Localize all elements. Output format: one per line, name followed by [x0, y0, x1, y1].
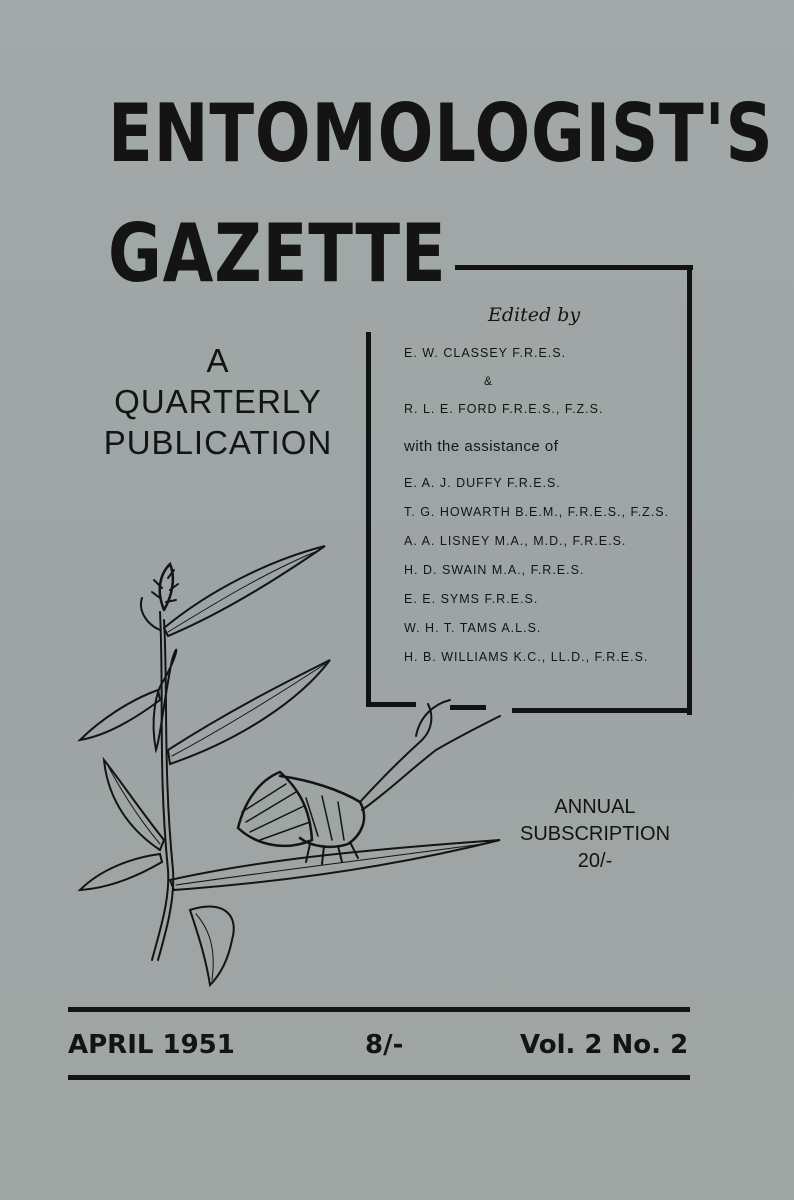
plant-leaf [80, 854, 162, 890]
assistant-name: T. G. HOWARTH B.E.M., F.R.E.S., F.Z.S. [404, 505, 670, 519]
plant-leaf [104, 760, 164, 850]
plant-stem [152, 612, 173, 960]
assistant-name: E. A. J. DUFFY F.R.E.S. [404, 476, 561, 490]
volume-number: Vol. 2 No. 2 [520, 1030, 689, 1060]
subtitle-line: A [206, 342, 230, 379]
assistant-name: H. D. SWAIN M.A., F.R.E.S. [404, 563, 585, 577]
footer-bottom-rule [68, 1075, 690, 1080]
plant-leaf [141, 546, 325, 636]
subscription-price: 20/- [577, 850, 613, 872]
editor-ampersand: & [484, 374, 493, 388]
title-line-1: ENTOMOLOGIST'S [108, 87, 774, 180]
subtitle-block [88, 340, 348, 463]
subscription-line: ANNUAL [554, 796, 636, 818]
plant-insect-illustration [60, 540, 520, 1000]
plant-leaf [190, 907, 234, 985]
box-right-rule [687, 265, 692, 715]
assistant-name: W. H. T. TAMS A.L.S. [404, 621, 542, 635]
flower-spike [152, 564, 178, 610]
footer-top-rule [68, 1007, 690, 1012]
editor-name: R. L. E. FORD F.R.E.S., F.Z.S. [404, 402, 604, 416]
assistant-name: E. E. SYMS F.R.E.S. [404, 592, 539, 606]
box-bottom-rule [512, 708, 692, 713]
edited-by-heading: Edited by [488, 304, 581, 326]
subscription-line: SUBSCRIPTION [520, 823, 671, 845]
assistance-label: with the assistance of [404, 438, 559, 455]
editor-name: E. W. CLASSEY F.R.E.S. [404, 346, 567, 360]
subtitle-line: PUBLICATION [103, 424, 333, 461]
subscription-block [520, 794, 670, 875]
title-line-2: GAZETTE [108, 207, 447, 300]
assistant-name: H. B. WILLIAMS K.C., LL.D., F.R.E.S. [404, 650, 649, 664]
plant-leaf [80, 690, 160, 740]
assistant-name: A. A. LISNEY M.A., M.D., F.R.E.S. [404, 534, 627, 548]
issue-date: APRIL 1951 [68, 1030, 235, 1060]
box-top-rule [455, 265, 693, 270]
issue-price: 8/- [365, 1030, 404, 1060]
insect [238, 700, 500, 864]
subtitle-line: QUARTERLY [114, 383, 322, 420]
plant-leaf [168, 660, 330, 764]
